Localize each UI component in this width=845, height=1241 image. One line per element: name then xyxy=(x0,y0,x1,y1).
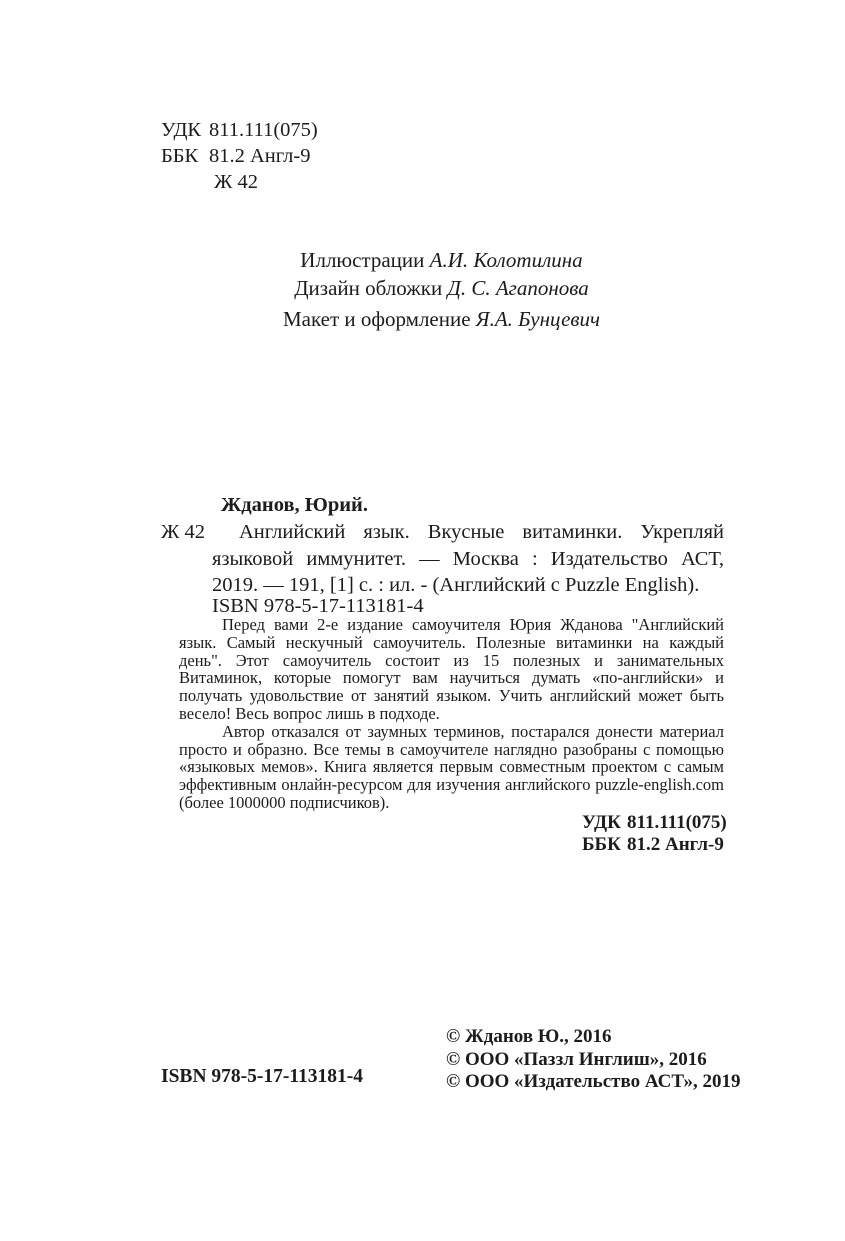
copyright-puzzle-english: © ООО «Паззл Инглиш», 2016 xyxy=(446,1048,707,1070)
bbk-label-bottom: ББК xyxy=(582,833,621,855)
annotation-paragraph-2: Автор отказался от заумных терминов, постарался донести материал просто и образно. Все темы в самоучителе наглядно разобраны с помощью «языковых мемов». Книга является первым совместным проектом с самым эффективным онлайн-ресурсом для изучения английского puzzle-english.com (более 1000000 подписчиков). xyxy=(179,721,724,812)
copyright-author: © Жданов Ю., 2016 xyxy=(446,1026,612,1047)
copyright-block xyxy=(446,1026,741,1094)
udk-label: УДК xyxy=(161,119,202,141)
catalog-index-code: Ж 42 xyxy=(161,521,205,543)
udk-value-bottom: 811.111(075) xyxy=(627,812,727,833)
cover-design-role: Дизайн обложки xyxy=(294,276,443,300)
author-sign-value: Ж 42 xyxy=(214,171,258,193)
bbk-code-row xyxy=(161,143,318,169)
illustrations-credit xyxy=(120,246,763,274)
top-classification-codes xyxy=(161,117,318,195)
cover-design-credit xyxy=(120,274,763,302)
author-sign-row xyxy=(161,169,318,195)
udk-code-row-bottom xyxy=(582,812,727,834)
udk-label-bottom: УДК xyxy=(582,812,621,833)
bbk-code-row-bottom xyxy=(582,834,727,856)
catalog-description: Английский язык. Вкусные витаминки. Укрепляй языковой иммунитет. — Москва : Издательство АСТ, 2019. — 191, [1] с. : ил. - (Английский с Puzzle English). xyxy=(212,521,724,597)
credits-block xyxy=(120,246,763,333)
illustrations-role: Иллюстрации xyxy=(300,248,425,272)
illustrations-name: А.И. Колотилина xyxy=(429,248,583,272)
catalog-isbn: ISBN 978-5-17-113181-4 xyxy=(212,595,424,617)
footer-isbn: ISBN 978-5-17-113181-4 xyxy=(161,1066,364,1087)
bbk-value: 81.2 Англ-9 xyxy=(209,145,311,167)
author-sign-label xyxy=(161,169,209,195)
layout-name: Я.А. Бунцевич xyxy=(475,307,601,331)
catalog-author: Жданов, Юрий. xyxy=(221,494,368,516)
bottom-classification-codes xyxy=(582,812,727,856)
udk-value: 811.111(075) xyxy=(209,119,318,141)
bbk-label: ББК xyxy=(161,145,199,167)
bbk-value-bottom: 81.2 Англ-9 xyxy=(627,833,724,855)
layout-credit xyxy=(120,305,763,333)
cover-design-name: Д. С. Агапонова xyxy=(447,276,589,300)
udk-code-row xyxy=(161,117,318,143)
layout-role: Макет и оформление xyxy=(282,307,471,331)
annotation-block xyxy=(179,616,724,812)
copyright-ast: © ООО «Издательство АСТ», 2019 xyxy=(446,1071,741,1093)
annotation-paragraph-1: Перед вами 2-е издание самоучителя Юрия Жданова "Английский язык. Самый нескучный самоучитель. Полезные витаминки на каждый день". Этот самоучитель состоит из 15 полезных и занимательных Витаминок, которые помогут вам научиться думать «по-английски» и получать удовольствие от занятий языком. Учить английский может быть весело! Весь вопрос лишь в подходе. xyxy=(179,615,724,723)
